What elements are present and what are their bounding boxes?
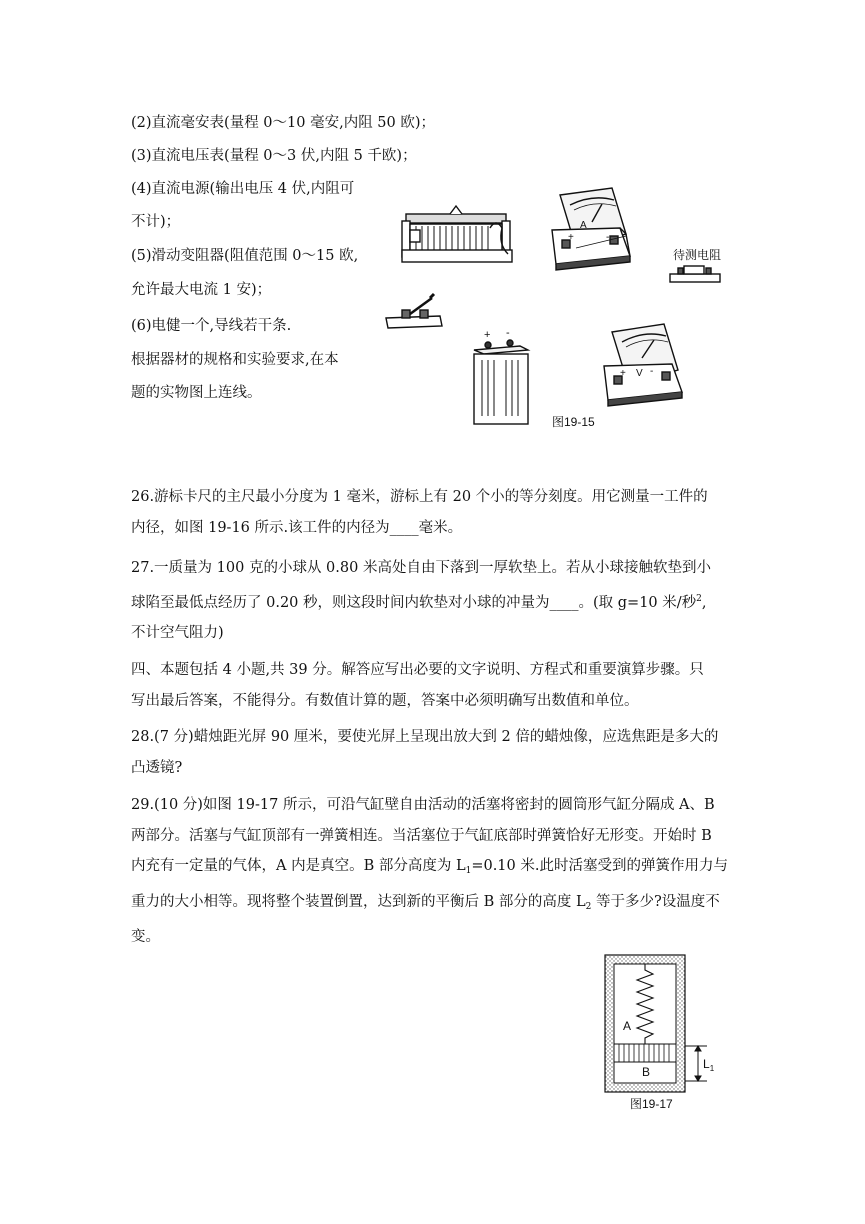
svg-text:-: - (650, 366, 654, 377)
question-29-line-3: 内充有一定量的气体，A 内是真空。B 部分高度为 $L_1=0.10$ 米.此时活塞受到的弹簧作用力与 (131, 858, 728, 876)
svg-text:A: A (580, 220, 587, 231)
svg-text:-: - (506, 327, 510, 339)
question-27 (131, 553, 737, 649)
question-28-line-1: 28.(7 分)蜡烛距光屏 90 厘米，要使光屏上呈现出放大到 2 倍的蜡烛像，应选焦距是多大的 (131, 729, 719, 745)
section-4-line-1: 四、本题包括 4 小题,共 39 分。解答应写出必要的文字说明、方程式和重要演算步骤。只 (131, 662, 704, 678)
ammeter-icon (552, 188, 630, 270)
question-29-line-5: 变。 (131, 929, 160, 945)
question-29-line-1: 29.(10 分)如图 19-17 所示，可沿气缸壁自由活动的活塞将密封的圆筒形气缸分隔成 A、B (131, 797, 715, 813)
question-28 (131, 722, 737, 783)
label-a: A (623, 1019, 632, 1033)
piston (614, 1044, 676, 1062)
equipment-item-4-cont: 不计)； (131, 214, 181, 230)
battery-icon (474, 327, 528, 424)
question-27-line-3: 不计空气阻力) (131, 625, 224, 641)
equipment-item-4: (4)直流电源(输出电压 4 伏,内阻可 (131, 181, 355, 197)
question-26-line-1: 26.游标卡尺的主尺最小分度为 1 毫米，游标上有 20 个小的等分刻度。用它测量一工件的 (131, 489, 708, 505)
svg-text:+: + (484, 329, 491, 341)
figure-19-17 (595, 950, 725, 1115)
question-27-line-2: 球陷至最低点经历了 0.20 秒，则这段时间内软垫对小球的冲量为____。(取 g=10 米/秒$^2$, (131, 593, 707, 611)
question-29-line-4: 重力的大小相等。现将整个装置倒置，达到新的平衡后 B 部分的高度 $L_2$ 等于多少?设温度不 (131, 893, 720, 912)
voltmeter-icon (604, 324, 682, 406)
question-26 (131, 482, 737, 543)
equipment-item-2: (2)直流毫安表(量程 0～10 毫安,内阻 50 欧)； (131, 115, 436, 131)
svg-text:-: - (606, 232, 610, 243)
question-29-line-2: 两部分。活塞与气缸顶部有一弹簧相连。当活塞位于气缸底部时弹簧恰好无形变。开始时 B (131, 827, 712, 844)
instruction-line-2: 题的实物图上连线。 (131, 385, 262, 401)
switch-icon (386, 294, 442, 328)
label-l1: $L_1$ (703, 1057, 715, 1073)
equipment-item-6: (6)电健一个,导线若干条. (131, 318, 292, 334)
svg-text:V: V (636, 368, 643, 379)
question-27-line-1: 27.一质量为 100 克的小球从 0.80 米高处自由下落到一厚软垫上。若从小球接触软垫到小 (131, 560, 711, 576)
figure-19-17-caption: 图19-17 (630, 1097, 673, 1111)
label-b: B (642, 1065, 651, 1079)
equipment-item-5: (5)滑动变阻器(阻值范围 0～15 欧, (131, 248, 359, 264)
rheostat-icon (402, 206, 512, 262)
question-29 (131, 790, 737, 953)
equipment-item-5-cont: 允许最大电流 1 安)； (131, 282, 272, 298)
figure-19-15-caption: 图19-15 (552, 415, 595, 429)
question-26-line-2: 内径，如图 19-16 所示.该工件的内径为____毫米。 (131, 519, 463, 536)
resistor-icon (670, 266, 720, 282)
section-4-header (131, 655, 737, 716)
resistor-label: 待测电阻 (673, 248, 722, 262)
figure-19-15 (380, 170, 740, 435)
svg-text:+: + (568, 232, 574, 243)
instruction-line-1: 根据器材的规格和实验要求,在本 (131, 352, 339, 368)
equipment-item-3: (3)直流电压表(量程 0～3 伏,内阻 5 千欧)； (131, 148, 417, 164)
section-4-line-2: 写出最后答案，不能得分。有数值计算的题，答案中必须明确写出数值和单位。 (131, 692, 639, 709)
question-28-line-2: 凸透镜? (131, 759, 183, 776)
svg-text:+: + (620, 368, 626, 379)
